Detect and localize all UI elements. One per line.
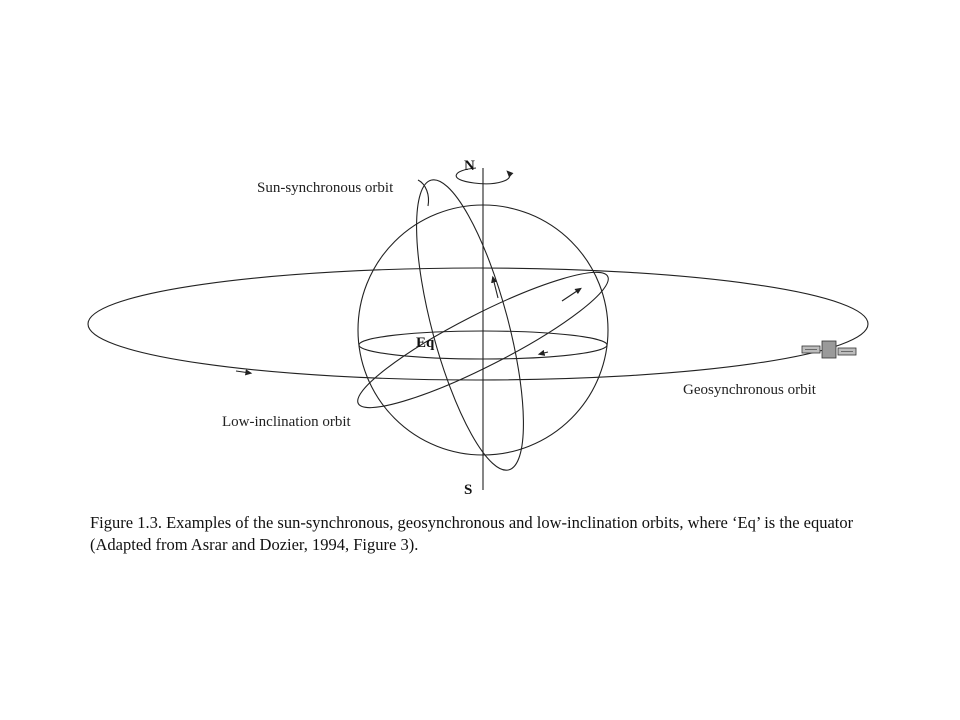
sun-synchronous-orbit [394,170,545,479]
equator-label: Eq [416,335,435,351]
equator-direction-arrow-icon [540,352,548,354]
south-label: S [464,482,473,498]
north-label: N [464,158,475,174]
low-inclination-label: Low-inclination orbit [222,414,351,430]
geosynchronous-direction-arrow-icon [236,371,250,373]
geosynchronous-label: Geosynchronous orbit [683,382,816,398]
geosynchronous-orbit [88,268,868,380]
sun-synchronous-leader-line [418,180,429,206]
sun-synchronous-label: Sun-synchronous orbit [257,180,394,196]
satellite-icon [802,341,856,358]
figure-caption: Figure 1.3. Examples of the sun-synchronous, geosynchronous and low-inclination orbits, where ‘Eq’ is the equator (Adapted from Asrar and Dozier, 1994, Figure 3). [90,513,854,554]
low-inclination-direction-arrow-icon [562,289,580,301]
sun-synchronous-direction-arrow-icon [493,278,498,298]
